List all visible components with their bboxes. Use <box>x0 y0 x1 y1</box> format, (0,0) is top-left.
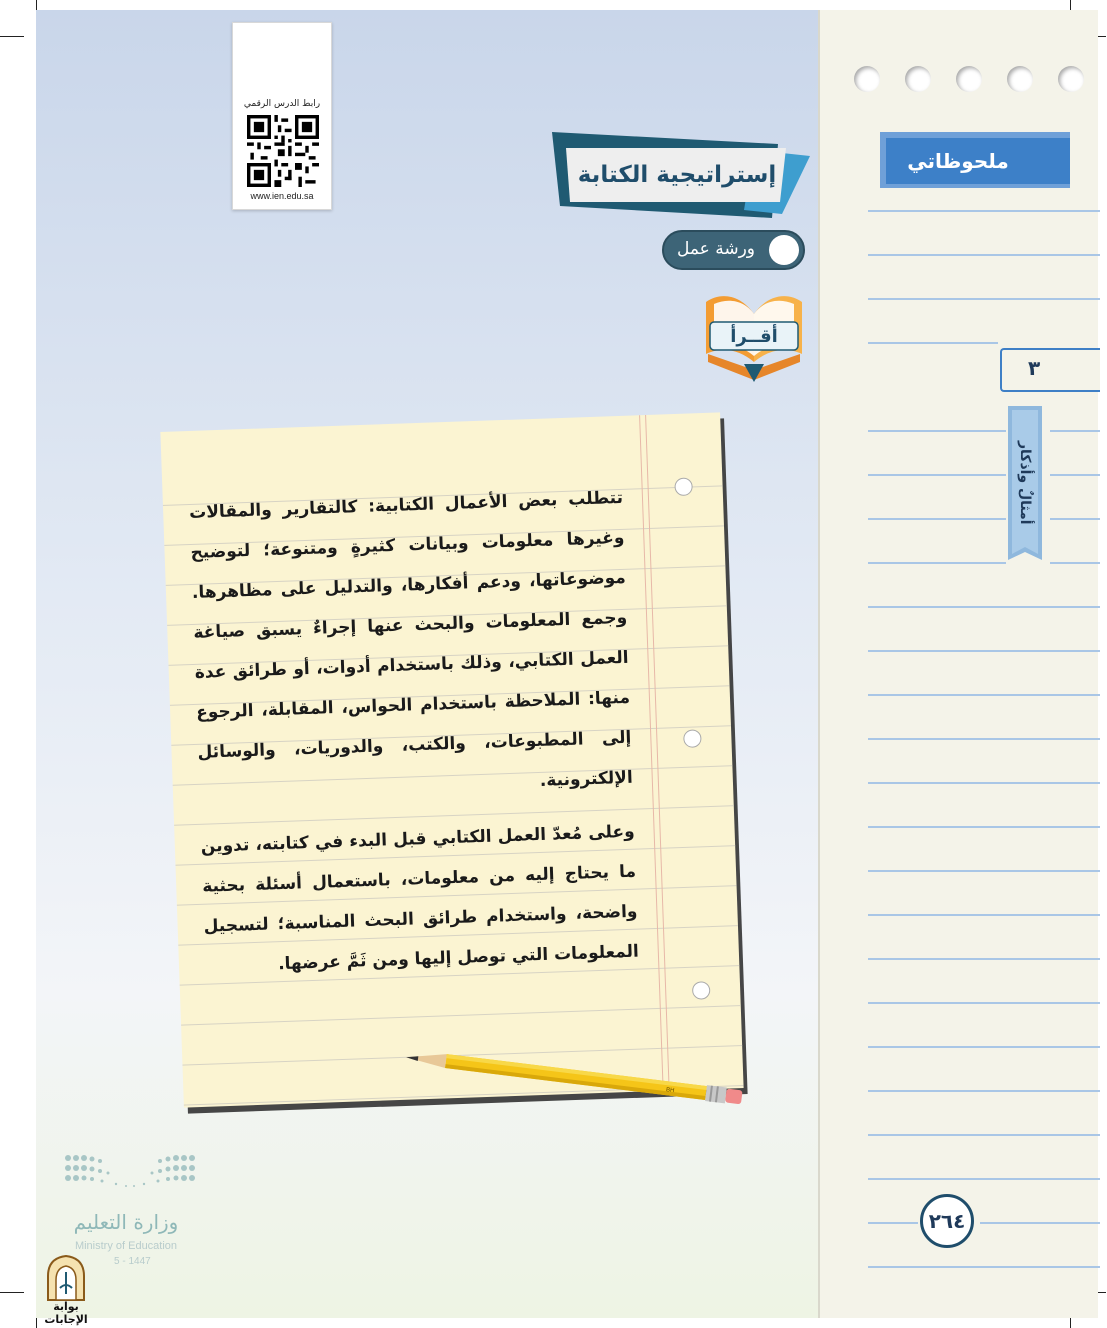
note-line <box>868 562 1006 564</box>
note-line <box>1050 430 1100 432</box>
note-paragraph: وعلى مُعدّ العمل الكتابي قبل البدء في كتابته، تدوين ما يحتاج إليه من معلومات، باستعمال أسئلة بحثية واضحة، واستخدام طرائق البحث المناسبة؛ لتسجيل المعلومات التي توصل إليها ومن ثَمَّ عرضها. <box>200 821 640 975</box>
note-line <box>868 650 1100 652</box>
note-line <box>868 782 1100 784</box>
notes-tab <box>880 132 1070 188</box>
note-line <box>868 694 1100 696</box>
binder-ring-icon <box>1058 66 1084 92</box>
qr-label: رابط الدرس الرقمي <box>243 99 321 109</box>
workshop-label: ورشة عمل <box>676 239 755 259</box>
answers-gateway-logo <box>30 1254 102 1326</box>
binder-ring-icon <box>956 66 982 92</box>
read-badge-label: أقــرأ <box>730 325 778 347</box>
note-line <box>868 298 1100 300</box>
workshop-badge <box>662 230 805 270</box>
note-line <box>980 1222 1100 1224</box>
note-line <box>868 1090 1100 1092</box>
binder-hole-icon <box>683 729 702 748</box>
note-line <box>868 1002 1100 1004</box>
crop-mark <box>0 1292 24 1293</box>
circle-icon <box>769 235 799 265</box>
note-line <box>1050 518 1100 520</box>
gateway-arch-icon <box>30 1254 102 1304</box>
note-line <box>868 210 1100 212</box>
ministry-dots-icon <box>62 1150 198 1196</box>
pencil-icon <box>400 1050 750 1120</box>
qr-code-icon[interactable] <box>247 115 319 187</box>
binder-ring-icon <box>854 66 880 92</box>
note-line <box>868 1134 1100 1136</box>
unit-number: ٣ <box>1028 356 1041 380</box>
note-line <box>1050 474 1100 476</box>
note-line <box>868 606 1100 608</box>
note-paragraph: تتطلب بعض الأعمال الكتابية: كالتقارير والمقالات وغيرها معلومات وبيانات كثيرةٍ ومتنوعة؛ لتوضيح موضوعاتها، ودعم أفكارها، والتدليل على مظاهرها. وجمع المعلومات والبحث عنها إجراءٌ يسبق صياغة العمل الكتابي، وذلك باستخدام أدوات، أو طرائق عدة منها: الملاحظة باستخدام الحواس، المقابلة، الرجوع إلى المطبوعات، والكتب، والدوريات، والوسائل الإلكترونية. <box>188 487 634 791</box>
binder-hole-icon <box>674 477 693 496</box>
note-line <box>1050 562 1100 564</box>
note-line <box>868 1266 1100 1268</box>
note-line <box>868 958 1100 960</box>
crop-mark <box>0 36 24 37</box>
binder-ring-icon <box>1007 66 1033 92</box>
note-paper <box>160 412 743 1107</box>
note-line <box>868 826 1100 828</box>
note-line <box>868 1222 918 1224</box>
note-line <box>868 914 1100 916</box>
page-title: إستراتيجية الكتابة <box>577 162 777 188</box>
note-line <box>868 1046 1100 1048</box>
note-line <box>868 1178 1100 1180</box>
unit-title: أمثالٌ وأذكار <box>1017 441 1033 525</box>
ministry-name-ar: وزارة التعليم <box>73 1210 179 1234</box>
note-line <box>868 474 1006 476</box>
qr-url[interactable]: www.ien.edu.sa <box>250 191 314 201</box>
unit-number-box <box>1000 348 1100 392</box>
note-line <box>868 342 998 344</box>
notes-panel <box>818 10 1098 1318</box>
note-card <box>172 422 738 1104</box>
note-line <box>868 738 1100 740</box>
note-body <box>189 478 640 987</box>
margin-line <box>639 415 664 1091</box>
notes-title: ملحوظاتي <box>907 149 1009 173</box>
note-line <box>868 430 1006 432</box>
binder-hole-icon <box>692 981 711 1000</box>
note-line <box>868 254 1100 256</box>
qr-card[interactable] <box>232 22 332 210</box>
ministry-year: 5 - 1447 <box>114 1256 151 1267</box>
page-number: ٢٦٤ <box>920 1194 974 1248</box>
margin-line <box>645 415 670 1091</box>
binder-ring-icon <box>905 66 931 92</box>
note-line <box>868 518 1006 520</box>
ministry-name-en: Ministry of Education <box>74 1240 178 1252</box>
gateway-label: بوابة الإجابات <box>44 1300 88 1326</box>
note-line <box>868 870 1100 872</box>
pencil-mark: BH <box>665 1087 675 1095</box>
